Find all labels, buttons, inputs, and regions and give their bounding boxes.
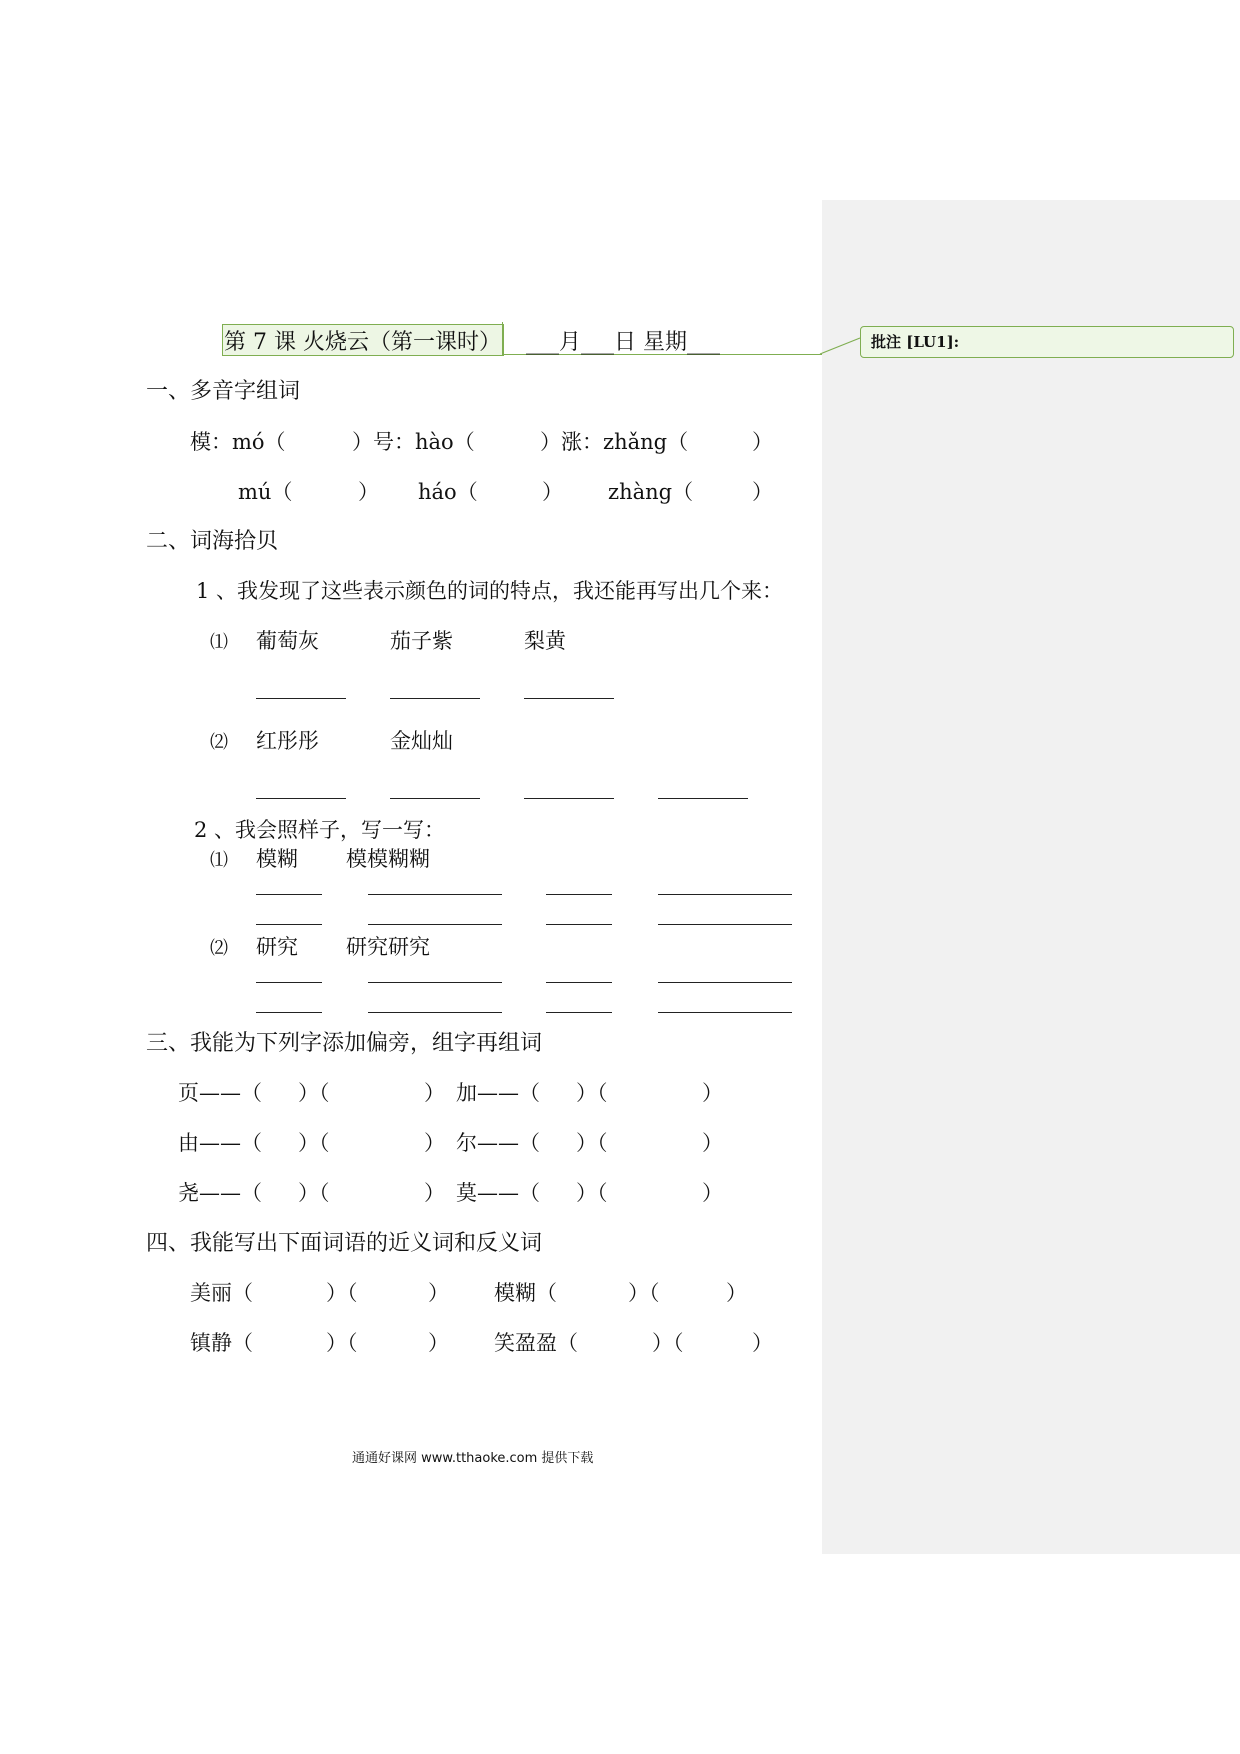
blank-line[interactable] <box>658 894 792 895</box>
blank-line[interactable] <box>256 798 346 799</box>
blank-line[interactable] <box>524 798 614 799</box>
s2-g1-word-2: 茄子紫 <box>390 629 453 653</box>
blank-line[interactable] <box>368 924 502 925</box>
comment-margin-pane <box>822 200 1240 1554</box>
s1-row2-c: háo（ <box>418 480 478 504</box>
blank-line[interactable] <box>256 924 322 925</box>
s3-row3-a: 尧——（ <box>178 1181 262 1205</box>
s4-row1-d: 模糊（ <box>494 1281 557 1305</box>
s4-row2-b: ）（ <box>326 1331 358 1355</box>
s2-p2-word: 研究 <box>256 935 298 959</box>
s3-row1-a: 页——（ <box>178 1081 262 1105</box>
title-separator <box>502 322 503 356</box>
s2-question-1: 1 、我发现了这些表示颜色的词的特点，我还能再写出几个来： <box>196 579 784 603</box>
s1-row1-c: ）涨：zhǎng（ <box>540 430 689 454</box>
s3-row2-a: 由——（ <box>178 1131 262 1155</box>
s3-row3-f: ） <box>702 1181 723 1205</box>
s2-g1-word-1: 葡萄灰 <box>256 629 319 653</box>
s3-row1-d: 加——（ <box>456 1081 540 1105</box>
s2-p2-number: ⑵ <box>210 938 228 959</box>
date-field[interactable]: ___月___日 星期___ <box>526 330 720 355</box>
s3-row3-c: ） <box>424 1181 445 1205</box>
blank-line[interactable] <box>256 894 322 895</box>
section-1-heading: 一、多音字组词 <box>146 379 301 404</box>
blank-line[interactable] <box>524 698 614 699</box>
s3-row1-e: ）（ <box>576 1081 608 1105</box>
s4-row2-e: ）（ <box>652 1331 684 1355</box>
s4-row2-f: ） <box>752 1331 773 1355</box>
s3-row1-c: ） <box>424 1081 445 1105</box>
section-2-heading: 二、词海拾贝 <box>146 529 279 554</box>
s2-p1-word: 模糊 <box>256 847 298 871</box>
s3-row2-c: ） <box>424 1131 445 1155</box>
page-footer: 通通好课网 www.tthaoke.com 提供下载 <box>352 1451 594 1466</box>
blank-line[interactable] <box>390 698 480 699</box>
section-3-heading: 三、我能为下列字添加偏旁，组字再组词 <box>146 1031 543 1056</box>
blank-line[interactable] <box>658 798 748 799</box>
s3-row1-f: ） <box>702 1081 723 1105</box>
blank-line[interactable] <box>546 982 612 983</box>
s2-p1-number: ⑴ <box>210 850 228 871</box>
blank-line[interactable] <box>546 924 612 925</box>
s4-row1-b: ）（ <box>326 1281 358 1305</box>
blank-line[interactable] <box>256 1012 322 1013</box>
s2-g1-number: ⑴ <box>210 632 228 653</box>
s3-row2-d: 尔——（ <box>456 1131 540 1155</box>
blank-line[interactable] <box>546 894 612 895</box>
s2-g2-word-1: 红彤彤 <box>256 729 319 753</box>
s3-row3-e: ）（ <box>576 1181 608 1205</box>
s3-row1-b: ）（ <box>298 1081 330 1105</box>
s4-row2-c: ） <box>428 1331 449 1355</box>
s3-row2-b: ）（ <box>298 1131 330 1155</box>
s1-row2-a: mú（ <box>238 480 293 504</box>
s4-row2-a: 镇静（ <box>190 1331 253 1355</box>
s3-row3-b: ）（ <box>298 1181 330 1205</box>
s2-question-2: 2 、我会照样子，写一写： <box>194 818 446 842</box>
s3-row2-f: ） <box>702 1131 723 1155</box>
s2-g2-number: ⑵ <box>210 732 228 753</box>
s2-p2-sample: 研究研究 <box>346 935 430 959</box>
s2-g1-word-3: 梨黄 <box>524 629 566 653</box>
blank-line[interactable] <box>368 1012 502 1013</box>
s4-row1-f: ） <box>726 1281 747 1305</box>
s1-row2-f: ） <box>752 480 773 504</box>
blank-line[interactable] <box>368 894 502 895</box>
s1-row1-b: ）号：hào（ <box>352 430 475 454</box>
comment-label: 批注 [LU1]: <box>871 333 960 351</box>
blank-line[interactable] <box>256 982 322 983</box>
s2-g2-word-2: 金灿灿 <box>390 729 453 753</box>
blank-line[interactable] <box>368 982 502 983</box>
s4-row2-d: 笑盈盈（ <box>494 1331 578 1355</box>
blank-line[interactable] <box>546 1012 612 1013</box>
blank-line[interactable] <box>658 1012 792 1013</box>
comment-connector <box>818 334 862 356</box>
s4-row1-c: ） <box>428 1281 449 1305</box>
section-4-heading: 四、我能写出下面词语的近义词和反义词 <box>146 1231 543 1256</box>
s4-row1-e: ）（ <box>628 1281 660 1305</box>
s2-p1-sample: 模模糊糊 <box>346 847 430 871</box>
s1-row2-b: ） <box>358 480 379 504</box>
blank-line[interactable] <box>658 924 792 925</box>
lesson-title: 第 7 课 火烧云（第一课时） <box>224 330 501 355</box>
s3-row3-d: 莫——（ <box>456 1181 540 1205</box>
s1-row1-d: ） <box>752 430 773 454</box>
blank-line[interactable] <box>658 982 792 983</box>
blank-line[interactable] <box>256 698 346 699</box>
s1-row2-d: ） <box>542 480 563 504</box>
comment-balloon[interactable] <box>860 326 1234 358</box>
blank-line[interactable] <box>390 798 480 799</box>
s3-row2-e: ）（ <box>576 1131 608 1155</box>
s1-row1-a: 模：mó（ <box>190 430 286 454</box>
s4-row1-a: 美丽（ <box>190 1281 253 1305</box>
s1-row2-e: zhàng（ <box>608 480 694 504</box>
